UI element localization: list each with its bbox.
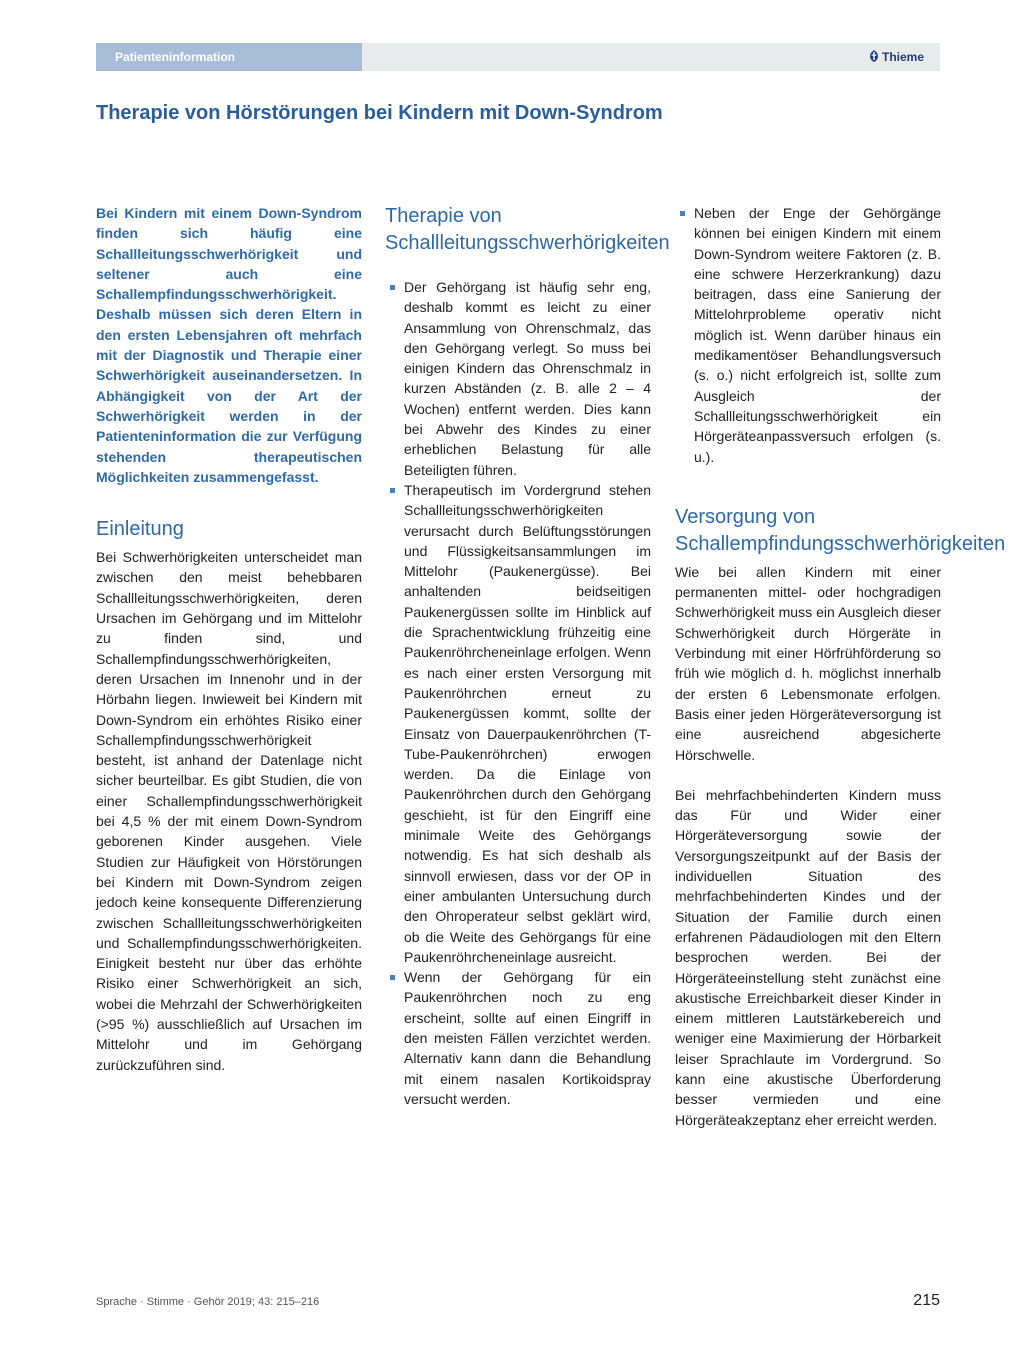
column-1 (96, 203, 362, 1075)
journal-citation: Sprache · Stimme · Gehör 2019; 43: 215–216 (96, 1296, 320, 1308)
einleitung-text: Bei Schwerhörigkeiten unterscheidet man zwischen den meist behebbaren Schallleitungsschwerhörigkeiten, deren Ursachen im Gehörgang und im Mittelohr zu finden sind, und Schallempfindungsschwerhörigkeiten, deren Ursachen im Innenohr und in der Hörbahn liegen. Inwieweit bei Kindern mit Down-Syndrom ein erhöhtes Risiko einer Schallempfindungsschwerhörigkeit besteht, ist anhand der Datenlage nicht sicher beurteilbar. Es gibt Studien, die von einer Schallempfindungsschwerhörigkeit bei 4,5 % der mit einem Down-Syndrom geborenen Kinder ausgehen. Viele Studien zur Häufigkeit von Hörstörungen bei Kindern mit Down-Syndrom zeigen jedoch keine konsequente Differenzierung zwischen Schallleitungsschwerhörigkeiten und Schallempfindungsschwerhörigkeiten. Einigkeit besteht nur über das erhöhte Risiko einer Schwerhörigkeit an sich, wobei die Mehrzahl der Schwerhörigkeiten (>95 %) ausschließlich auf Ursachen im Mittelohr und im Gehörgang zurückzuführen sind. (96, 549, 362, 1073)
list-item: Wenn der Gehörgang für ein Paukenröhrchen noch zu eng erscheint, sollte auf einen Eingriff in den meisten Fällen verzichtet werden. Alternativ kann dann die Behandlung mit einem nasalen Kortikoidspray versucht werden. (385, 967, 651, 1109)
heading-therapie: Therapie von Schallleitungsschwerhörigkeiten (385, 205, 670, 254)
page-title: Therapie von Hörstörungen bei Kindern mit Down-Syndrom (96, 102, 663, 124)
versorgung-paragraph-2: Bei mehrfachbehinderten Kindern muss das Für und Wider einer Hörgeräteversorgung sowie der Versorgungszeitpunkt auf der Basis der individuellen Situation des mehrfachbehinderten Kindes und der Situation der Familie durch einen erfahrenen Pädaudiologen mit den Eltern besprochen werden. Bei der Hörgeräteeinstellung steht zunächst eine akustische Erreichbarkeit dieser Kinder in einem mittleren Lautstärkebereich und weniger eine Maximierung der Hörbarkeit leiser Sprachlaute im Vordergrund. So kann eine akustische Überforderung besser vermieden und eine Hörgeräteakzeptanz eher erreicht werden. (675, 786, 941, 1128)
list-item: Therapeutisch im Vordergrund stehen Schallleitungsschwerhörigkeiten verursacht durch Belüftungsstörungen und Flüssigkeitsansammlungen im Mittelohr (Paukenergüsse). Bei anhaltenden beidseitigen Paukenergüssen sollte im Hinblick auf die Sprachentwicklung frühzeitig eine Paukenröhrcheneinlage erfolgen. Wenn es nach einer ersten Versorgung mit Paukenröhrchen erneut zu Paukenergüssen kommt, sollte der Einsatz von Dauerpaukenröhrchen (T-Tube-Paukenröhrchen) erwogen werden. Da die Einlage von Paukenröhrchen durch den Gehörgang geschieht, ist für den Eingriff eine minimale Weite des Gehörgangs notwendig. Es hat sich deshalb als sinnvoll erwiesen, dass vor der OP in einer ambulanten Untersuchung durch den Ohroperateur selbst geklärt wird, ob die Weite des Gehörgangs für eine Paukenröhrcheneinlage ausreicht. (385, 480, 651, 967)
publisher-logo (869, 43, 924, 71)
therapie-list-continued (675, 203, 941, 467)
column-2 (385, 203, 670, 1109)
therapie-list (385, 277, 651, 1109)
versorgung-paragraph-1: Wie bei allen Kindern mit einer permanenten mittel- oder hochgradigen Schwerhörigkeit muss ein Ausgleich dieser Schwerhörigkeit durch Hörgeräte in Verbindung mit einer Hörfrühförderung so früh wie möglich d. h. möglichst innerhalb der ersten 6 Lebensmonate erfolgen. Basis einer jeden Hörgeräteversorgung ist eine ausreichend abgesicherte Hörschwelle. (675, 563, 941, 763)
heading-versorgung: Versorgung von Schallempfindungsschwerhörigkeiten (675, 505, 1006, 555)
header-bar (96, 43, 940, 71)
list-item: Neben der Enge der Gehörgänge können bei einigen Kindern mit einem Down-Syndrom weitere Faktoren (z. B. eine schwere Herzerkrankung) dazu beitragen, dass eine Sanierung der Mittelohrprobleme operativ nicht möglich ist. Wenn darüber hinaus ein medikamentöser Behandlungsversuch (s. o.) nicht erfolgreich ist, sollte zum Ausgleich der Schallleitungsschwerhörigkeit ein Hörgeräteanpassversuch erfolgen (s. u.). (675, 203, 941, 467)
page-number: 215 (913, 1292, 940, 1309)
intro-abstract: Bei Kindern mit einem Down-Syndrom finden sich häufig eine Schallleitungsschwerhörigkeit und seltener auch eine Schallempfindungsschwerhörigkeit. Deshalb müssen sich deren Eltern in den ersten Lebensjahren oft mehrfach mit der Diagnostik und Therapie einer Schwerhörigkeit auseinandersetzen. In Abhängigkeit von der Art der Schwerhörigkeit werden in der Patienteninformation die zur Verfügung stehenden therapeutischen Möglichkeiten zusammengefasst. (96, 205, 362, 485)
publisher-name: Thieme (881, 50, 924, 64)
column-3 (675, 203, 1006, 1130)
list-item: Der Gehörgang ist häufig sehr eng, deshalb kommt es leicht zu einer Ansammlung von Ohrenschmalz, das den Gehörgang verlegt. So muss bei einigen Kindern das Ohrenschmalz in kurzen Abständen (z. B. alle 2 – 4 Wochen) entfernt werden. Dies kann bei Abwehr des Kindes zu einer erheblichen Belastung für alle Beteiligten führen. (385, 277, 651, 480)
thieme-logo-icon (869, 50, 879, 62)
section-tag: Patienteninformation (96, 43, 362, 71)
heading-einleitung: Einleitung (96, 518, 184, 541)
